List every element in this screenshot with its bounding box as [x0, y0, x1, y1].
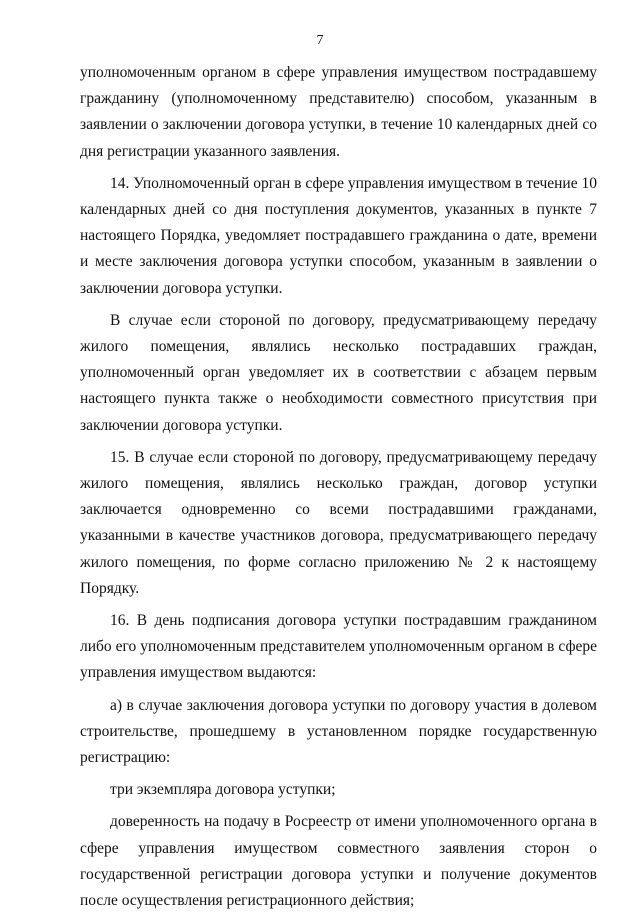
paragraph-power-of-attorney: доверенность на подачу в Росреестр от имени уполномоченного органа в сфере управления имуществом совместного заявления сторон о государственной регистрации договора уступки и получение документов после осуществления регистрационного действия; — [80, 813, 597, 910]
paragraph-item-16: 16. В день подписания договора уступки пострадавшим гражданином либо его уполномоченным представителем уполномоченным органом в сфере управления имуществом выдаются: — [80, 612, 597, 682]
paragraph-item-15: 15. В случае если стороной по договору, предусматривающему передачу жилого помещения, являлись несколько граждан, договор уступки заключается одновременно со всеми пострадавшими гражданами, указанными в качестве участников договора, предусматривающего передачу жилого помещения, по форме согласно приложению № 2 к настоящему Порядку. — [80, 448, 597, 597]
paragraph-item-14: 14. Уполномоченный орган в сфере управления имуществом в течение 10 календарных дней со дня поступления документов, указанных в пункте 7 настоящего Порядка, уведомляет пострадавшего гражданина о дате, времени и месте заключения договора уступки способом, указанным в заявлении о заключении договора уступки. — [80, 174, 597, 297]
paragraph-continuation: уполномоченным органом в сфере управления имуществом пострадавшему гражданину (уполномоченному представителю) способом, указанным в заявлении о заключении договора уступки, в течение 10 календарных дней со дня регистрации указанного заявления. — [80, 64, 597, 160]
document-body — [80, 60, 597, 920]
page-number: 7 — [316, 33, 324, 48]
paragraph-subitem-a: а) в случае заключения договора уступки по договору участия в долевом строительстве, прошедшему в установленном порядке государственную регистрацию: — [80, 696, 597, 767]
paragraph-item-14-second: В случае если стороной по договору, предусматривающему передачу жилого помещения, являлись несколько пострадавших граждан, уполномоченный орган уведомляет их в соответствии с абзацем первым настоящего пункта также о необходимости совместного присутствия при заключении договора уступки. — [80, 311, 597, 434]
paragraph-three-copies: три экземпляра договора уступки; — [110, 781, 336, 799]
